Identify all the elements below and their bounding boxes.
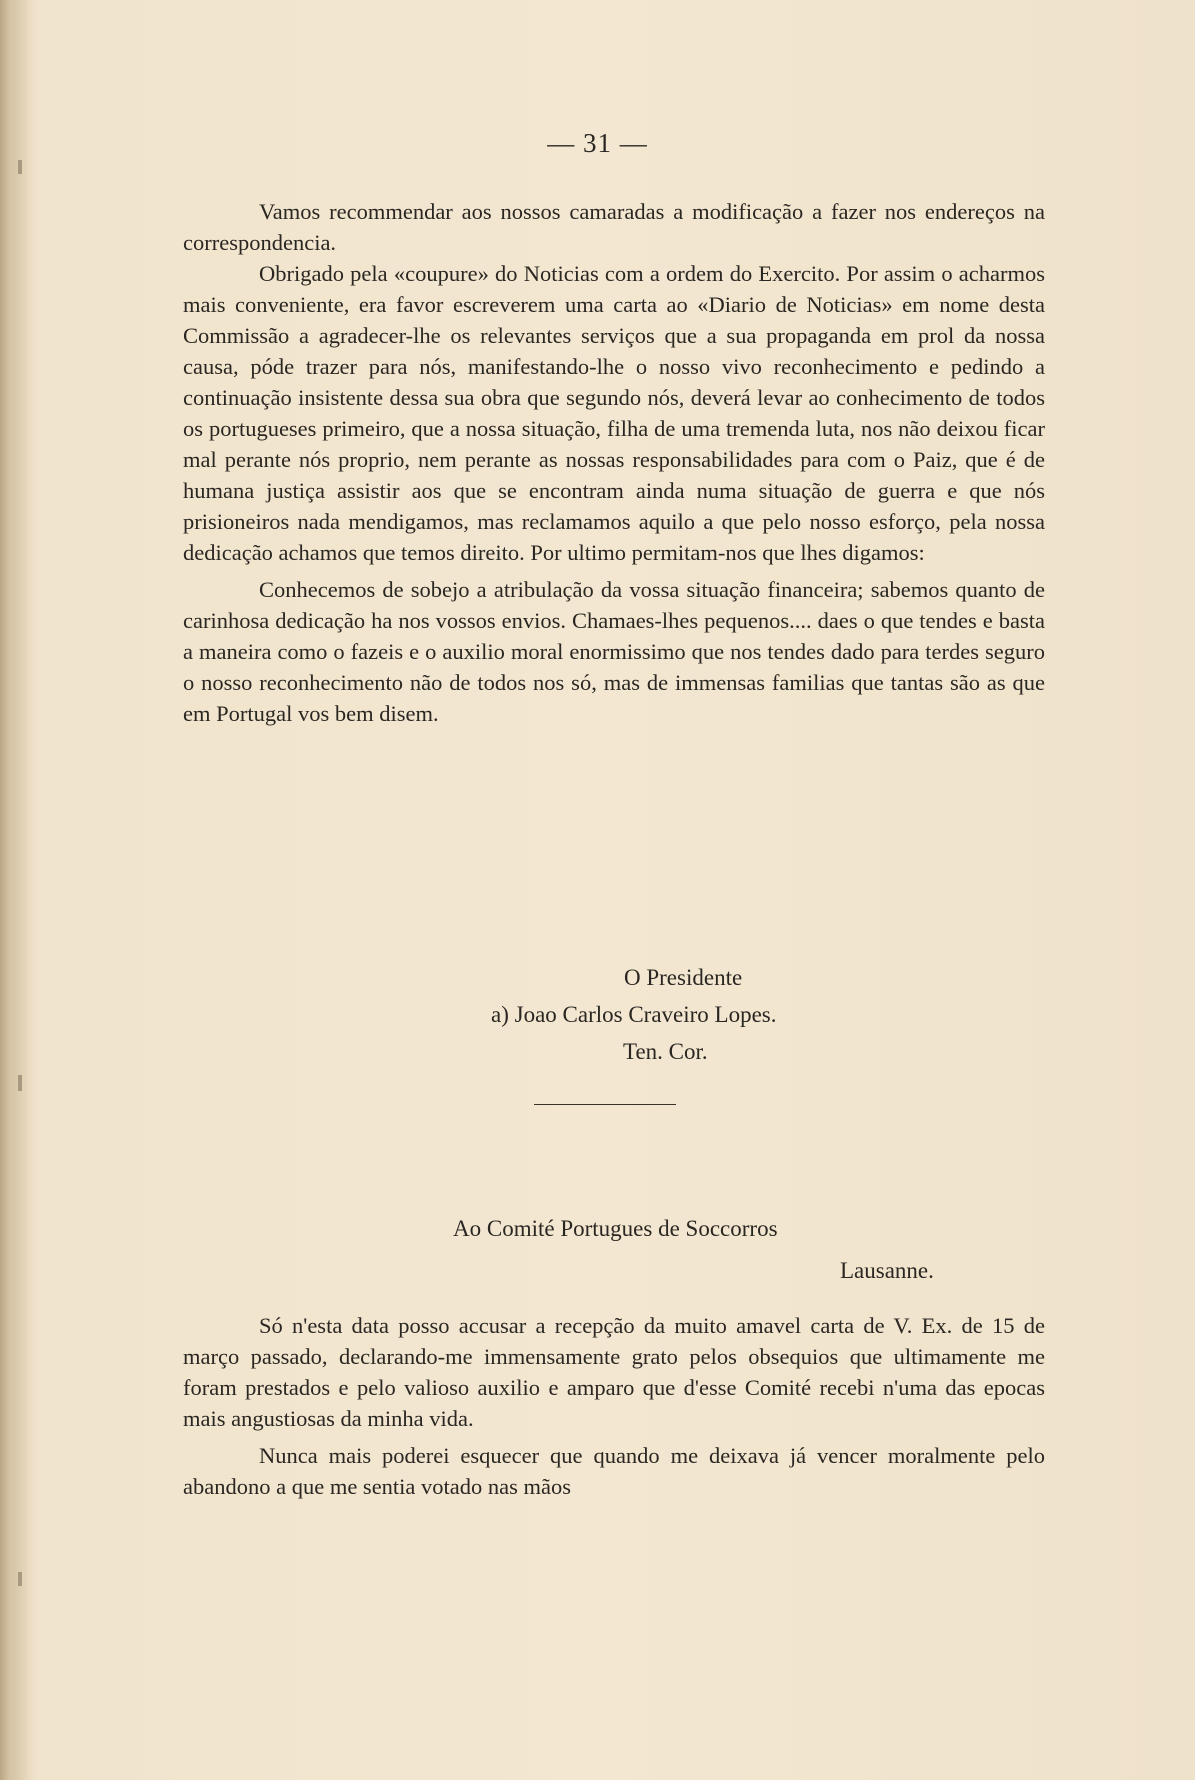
binding-stitch-mark	[18, 1075, 22, 1091]
letter-1-paragraph-2: Obrigado pela «coupure» do Noticias com a ordem do Exercito. Por assim o acharmos mais conveniente, era favor escreverem uma carta ao «Diario de Noticias» em nome desta Commissão a agradecer-lhe os relevantes serviços que a sua propaganda em prol da nossa causa, póde trazer para nós, manifestando-lhe o nosso vivo reconhecimento e pedindo a continuação insistente dessa sua obra que segundo nós, deverá levar ao conhecimento de todos os portugueses primeiro, que a nossa situação, filha de uma tremenda luta, nos não deixou ficar mal perante nós proprio, nem perante as nossas responsabilidades para com o Paiz, que é de humana justiça assistir aos que se encontram ainda numa situação de guerra e que nós prisioneiros nada mendigamos, mas reclamamos aquilo a que pelo nosso esforço, pela nossa dedicação achamos que temos direito. Por ultimo permitam-nos que lhes digamos:	[183, 261, 1045, 565]
letter-2-addressee: Ao Comité Portugues de Soccorros	[453, 1216, 778, 1241]
letter-2-body	[183, 1310, 1045, 1502]
letter-2-paragraph-2: Nunca mais poderei esquecer que quando me deixava já vencer moralmente pelo abandono a que me sentia votado nas mãos	[183, 1443, 1045, 1499]
letter-2-place: Lausanne.	[840, 1258, 934, 1283]
signature-rank: Ten. Cor.	[623, 1039, 708, 1064]
section-divider	[534, 1104, 676, 1105]
letter-2-paragraph-1: Só n'esta data posso accusar a recepção da muito amavel carta de V. Ex. de 15 de março passado, declarando-me immensamente grato pelos obsequios que ultimamente me foram prestados e pelo valioso auxilio e amparo que d'esse Comité recebi n'uma das epocas mais angustiosas da minha vida.	[183, 1313, 1045, 1431]
signature-title: O Presidente	[624, 965, 743, 990]
letter-1-body	[183, 196, 1045, 729]
binding-stitch-mark	[18, 160, 22, 174]
signature-name: a) Joao Carlos Craveiro Lopes.	[491, 1002, 777, 1027]
binding-stitch-mark	[18, 1572, 22, 1586]
letter-1-paragraph-1: Vamos recommendar aos nossos camaradas a modificação a fazer nos endereços na correspondencia.	[183, 199, 1045, 255]
letter-1-paragraph-3: Conhecemos de sobejo a atribulação da vossa situação financeira; sabemos quanto de carinhosa dedicação ha nos vossos envios. Chamaes-lhes pequenos.... daes o que tendes e basta a maneira como o fazeis e o auxilio moral enormissimo que nos tendes dado para terdes seguro o nosso reconhecimento não de todos nos só, mas de immensas familias que tantas são as que em Portugal vos bem disem.	[183, 577, 1045, 726]
page-number: — 31 —	[547, 128, 648, 158]
page-binding-edge	[0, 0, 30, 1780]
